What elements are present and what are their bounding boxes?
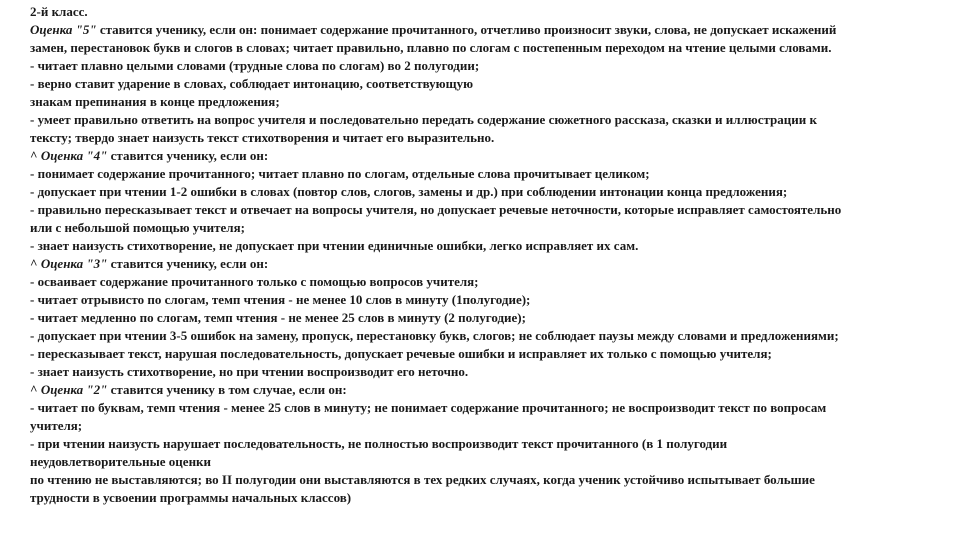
grade2-line: по чтению не выставляются; во II полугодии они выставляются в тех редких случаях, когда ученик устойчиво испытывает большие [30,472,815,487]
grade5-line: - верно ставит ударение в словах, соблюдает интонацию, соответствующую [30,76,473,91]
grade2-line: учителя; [30,418,83,433]
document-text [30,3,960,507]
grade2-line: - читает по буквам, темп чтения - менее 25 слов в минуту; не понимает содержание прочитанного; не воспроизводит текст по вопросам [30,400,827,415]
grade4-line: - понимает содержание прочитанного; читает плавно по слогам, отдельные слова прочитывает целиком; [30,166,650,181]
grade4-header-rest: ставится ученику, если он: [107,148,269,163]
grade3-header [30,255,960,273]
grade4-line: - знает наизусть стихотворение, не допускает при чтении единичные ошибки, легко исправляет их сам. [30,238,639,253]
grade3-line: - читает отрывисто по слогам, темп чтения - не менее 10 слов в минуту (1полугодие); [30,292,531,307]
grade2-header-rest: ставится ученику в том случае, если он: [107,382,347,397]
grade5-line: знакам препинания в конце предложения; [30,94,280,109]
grade5-line: замен, перестановок букв и слогов в словах; читает правильно, плавно по слогам с постепенным переходом на чтение целыми словами. [30,40,832,55]
grade3-line: - пересказывает текст, нарушая последовательность, допускает речевые ошибки и исправляет их только с помощью учителя; [30,346,772,361]
heading: 2-й класс. [30,4,88,19]
grade4-label: Оценка "4" [40,148,108,163]
grade2-prefix: ^ [30,382,41,397]
grade5-line: - умеет правильно ответить на вопрос учителя и последовательно передать содержание сюжетного рассказа, сказки и иллюстрации к [30,112,817,127]
grade5-line: тексту; твердо знает наизусть текст стихотворения и читает его выразительно. [30,130,495,145]
grade4-line: - правильно пересказывает текст и отвечает на вопросы учителя, но допускает речевые неточности, которые исправляет самостоятельно [30,202,842,217]
grade4-line: или с небольшой помощью учителя; [30,220,245,235]
grade5-line: - читает плавно целыми словами (трудные слова по слогам) во 2 полугодии; [30,58,480,73]
grade4-header [30,147,960,165]
grade2-line: неудовлетворительные оценки [30,454,212,469]
grade3-header-rest: ставится ученику, если он: [107,256,269,271]
grade3-prefix: ^ [30,256,41,271]
grade2-header [30,381,960,399]
grade5-label: Оценка "5" [30,22,97,37]
grade4-prefix: ^ [30,148,41,163]
grade2-line: - при чтении наизусть нарушает последовательность, не полностью воспроизводит текст прочитанного (в 1 полугодии [30,436,728,451]
grade3-line: - осваивает содержание прочитанного только с помощью вопросов учителя; [30,274,479,289]
grade3-line: - знает наизусть стихотворение, но при чтении воспроизводит его неточно. [30,364,469,379]
grade3-line: - допускает при чтении 3-5 ошибок на замену, пропуск, перестановку букв, слогов; не соблюдает паузы между словами и предложениями; [30,328,839,343]
grade5-header-rest: ставится ученику, если он: понимает содержание прочитанного, отчетливо произносит звуки, слова, не допускает искажений [96,22,837,37]
grade3-line: - читает медленно по слогам, темп чтения - не менее 25 слов в минуту (2 полугодие); [30,310,526,325]
grade3-label: Оценка "3" [40,256,108,271]
grade2-label: Оценка "2" [40,382,108,397]
grade2-line: трудности в усвоении программы начальных классов) [30,490,352,505]
grade4-line: - допускает при чтении 1-2 ошибки в словах (повтор слов, слогов, замены и др.) при соблюдении интонации конца предложения; [30,184,788,199]
grade5-header [30,21,960,39]
